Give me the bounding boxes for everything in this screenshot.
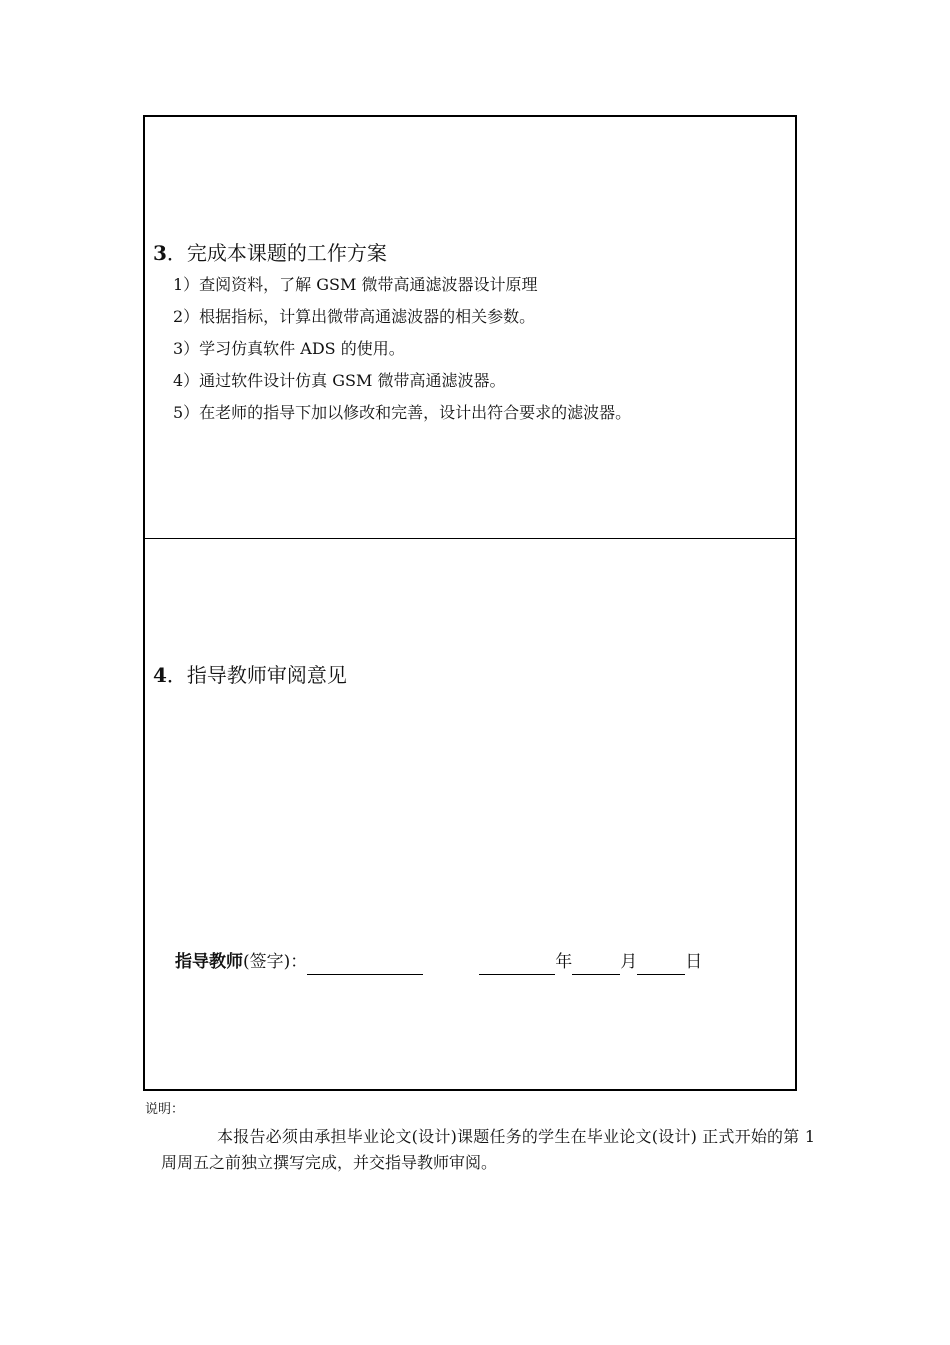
day-field[interactable] xyxy=(637,956,685,975)
section-number: 4 xyxy=(153,663,167,687)
notes xyxy=(145,1100,815,1176)
signature-label: 指导教师 xyxy=(175,952,243,972)
work-plan-heading xyxy=(153,237,387,266)
report-form xyxy=(143,115,797,1091)
signature-field[interactable] xyxy=(307,956,423,975)
section-number: 3 xyxy=(153,241,167,265)
work-plan-item: 3）学习仿真软件 ADS 的使用。 xyxy=(173,339,405,358)
month-label: 月 xyxy=(620,952,638,972)
signature-label-suffix: (签字)： xyxy=(243,952,308,972)
notes-body: 本报告必须由承担毕业论文(设计)课题任务的学生在毕业论文(设计) 正式开始的第 1 周周五之前独立撰写完成，并交指导教师审阅。 xyxy=(161,1127,815,1172)
work-plan-section xyxy=(145,117,795,539)
section-title: ．完成本课题的工作方案 xyxy=(166,241,387,265)
work-plan-list xyxy=(173,269,631,429)
work-plan-item: 5）在老师的指导下加以修改和完善，设计出符合要求的滤波器。 xyxy=(173,403,632,422)
year-label: 年 xyxy=(555,952,573,972)
work-plan-item: 4）通过软件设计仿真 GSM 微带高通滤波器。 xyxy=(173,371,506,390)
work-plan-item: 2）根据指标，计算出微带高通滤波器的相关参数。 xyxy=(173,307,536,326)
year-field[interactable] xyxy=(479,956,555,975)
month-field[interactable] xyxy=(572,956,620,975)
notes-label: 说明： xyxy=(145,1102,185,1117)
advisor-review-heading xyxy=(153,659,347,688)
advisor-review-section xyxy=(145,539,795,1091)
work-plan-item: 1）查阅资料，了解 GSM 微带高通滤波器设计原理 xyxy=(173,275,538,294)
signature-row xyxy=(175,949,702,975)
day-label: 日 xyxy=(685,952,703,972)
section-title: ．指导教师审阅意见 xyxy=(166,663,347,687)
